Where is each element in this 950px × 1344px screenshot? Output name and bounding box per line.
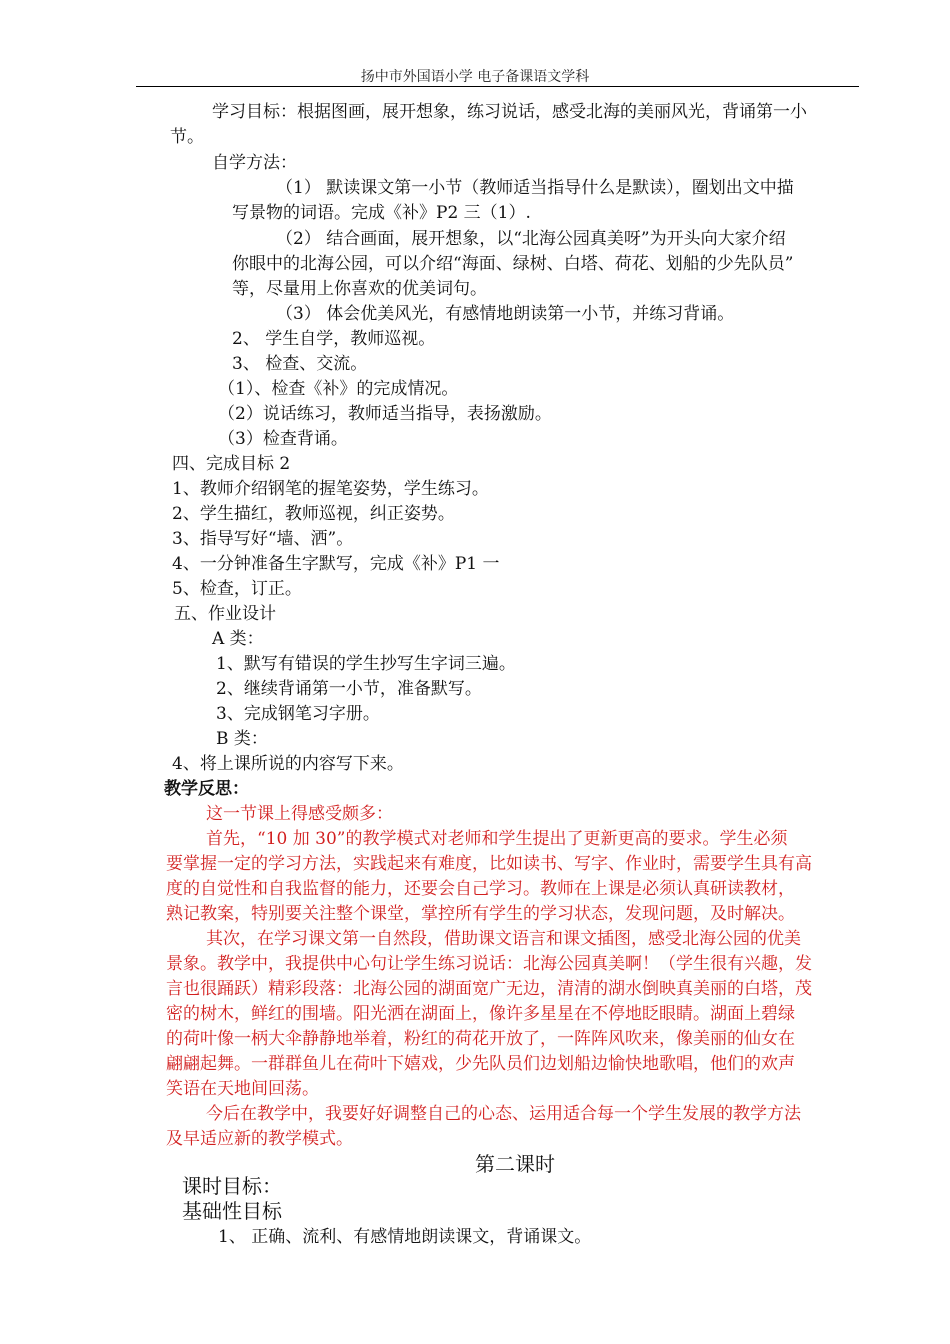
homework-type-a: A 类： — [212, 629, 264, 649]
homework-b-item-4: 4、将上课所说的内容写下来。 — [172, 754, 404, 774]
reflection-line: 的荷叶像一柄大伞静静地举着，粉红的荷花开放了，一阵阵风吹来，像美丽的仙女在 — [166, 1029, 795, 1049]
homework-a-item-3: 3、完成钢笔习字册。 — [216, 704, 380, 724]
reflection-line: 其次，在学习课文第一自然段，借助课文语言和课文插图，感受北海公园的优美 — [206, 929, 801, 949]
reflection-line: 熟记教案，特别要关注整个课堂，掌控所有学生的学习状态，发现问题，及时解决。 — [166, 904, 795, 924]
reflection-line: 这一节课上得感受颇多： — [206, 804, 393, 824]
objective2-item-4: 4、一分钟准备生字默写，完成《补》P1 一 — [172, 554, 500, 574]
reflection-line: 今后在教学中，我要好好调整自己的心态、运用适合每一个学生发展的教学方法 — [206, 1104, 801, 1124]
check-item-3: （3）检查背诵。 — [218, 429, 348, 449]
reflection-line: 度的自觉性和自我监督的能力，还要会自己学习。教师在上课是必须认真研读教材， — [166, 879, 795, 899]
reflection-line: 笑语在天地间回荡。 — [166, 1079, 319, 1099]
page-header: 扬中市外国语小学 电子备课语文学科 — [360, 69, 590, 85]
check-item-1: （1）、检查《补》的完成情况。 — [218, 379, 459, 399]
reflection-heading: 教学反思： — [164, 779, 249, 799]
header-divider — [136, 86, 859, 87]
reflection-line: 要掌握一定的学习方法，实践起来有难度，比如读书、写字、作业时，需要学生具有高 — [166, 854, 812, 874]
basic-goal-item-1: 1、 正确、流利、有感情地朗读课文，背诵课文。 — [218, 1227, 592, 1247]
homework-a-item-2: 2、继续背诵第一小节，准备默写。 — [216, 679, 482, 699]
reflection-line: 景象。教学中，我提供中心句让学生练习说话：北海公园真美啊！（学生很有兴趣，发 — [166, 954, 812, 974]
step-2: 2、 学生自学，教师巡视。 — [232, 329, 436, 349]
reflection-line: 密的树木，鲜红的围墙。阳光洒在湖面上，像许多星星在不停地眨眼睛。湖面上碧绿 — [166, 1004, 795, 1024]
lesson-goal-heading: 课时目标： — [182, 1174, 282, 1198]
reflection-line: 翩翩起舞。一群群鱼儿在荷叶下嬉戏，少先队员们边划船边愉快地歌唱，他们的欢声 — [166, 1054, 795, 1074]
objective2-item-5: 5、检查，订正。 — [172, 579, 302, 599]
objective2-item-2: 2、学生描红，教师巡视，纠正姿势。 — [172, 504, 455, 524]
homework-type-b: B 类： — [216, 729, 268, 749]
step-3: 3、 检查、交流。 — [232, 354, 368, 374]
method-item-3: （3） 体会优美风光，有感情地朗读第一小节，并练习背诵。 — [276, 304, 735, 324]
objective2-item-3: 3、指导写好“墙、洒”。 — [172, 529, 354, 549]
section-4-heading: 四、完成目标 2 — [172, 454, 291, 474]
method-item-2-cont: 你眼中的北海公园，可以介绍“海面、绿树、白塔、荷花、划船的少先队员” — [232, 254, 794, 274]
section-5-heading: 五、作业设计 — [174, 604, 276, 624]
objective2-item-1: 1、教师介绍钢笔的握笔姿势，学生练习。 — [172, 479, 489, 499]
method-item-2-cont2: 等，尽量用上你喜欢的优美词句。 — [232, 279, 487, 299]
homework-a-item-1: 1、默写有错误的学生抄写生字词三遍。 — [216, 654, 516, 674]
method-item-1: （1） 默读课文第一小节（教师适当指导什么是默读），圈划出文中描 — [276, 178, 794, 198]
method-item-1-cont: 写景物的词语。完成《补》P2 三（1）. — [232, 203, 531, 223]
self-study-method-heading: 自学方法： — [212, 153, 297, 173]
study-objective-line: 学习目标：根据图画，展开想象，练习说话，感受北海的美丽风光，背诵第一小 — [212, 102, 807, 122]
method-item-2: （2） 结合画面，展开想象，以“北海公园真美呀”为开头向大家介绍 — [276, 229, 786, 249]
check-item-2: （2）说话练习，教师适当指导，表扬激励。 — [218, 404, 552, 424]
lesson-2-title: 第二课时 — [475, 1152, 555, 1176]
study-objective-line-cont: 节。 — [170, 127, 204, 147]
reflection-line: 首先，“10 加 30”的教学模式对老师和学生提出了更新更高的要求。学生必须 — [206, 829, 788, 849]
basic-goal-heading: 基础性目标 — [182, 1199, 282, 1223]
reflection-line: 言也很踊跃）精彩段落：北海公园的湖面宽广无边，清清的湖水倒映真美丽的白塔，茂 — [166, 979, 812, 999]
reflection-line: 及早适应新的教学模式。 — [166, 1129, 353, 1149]
